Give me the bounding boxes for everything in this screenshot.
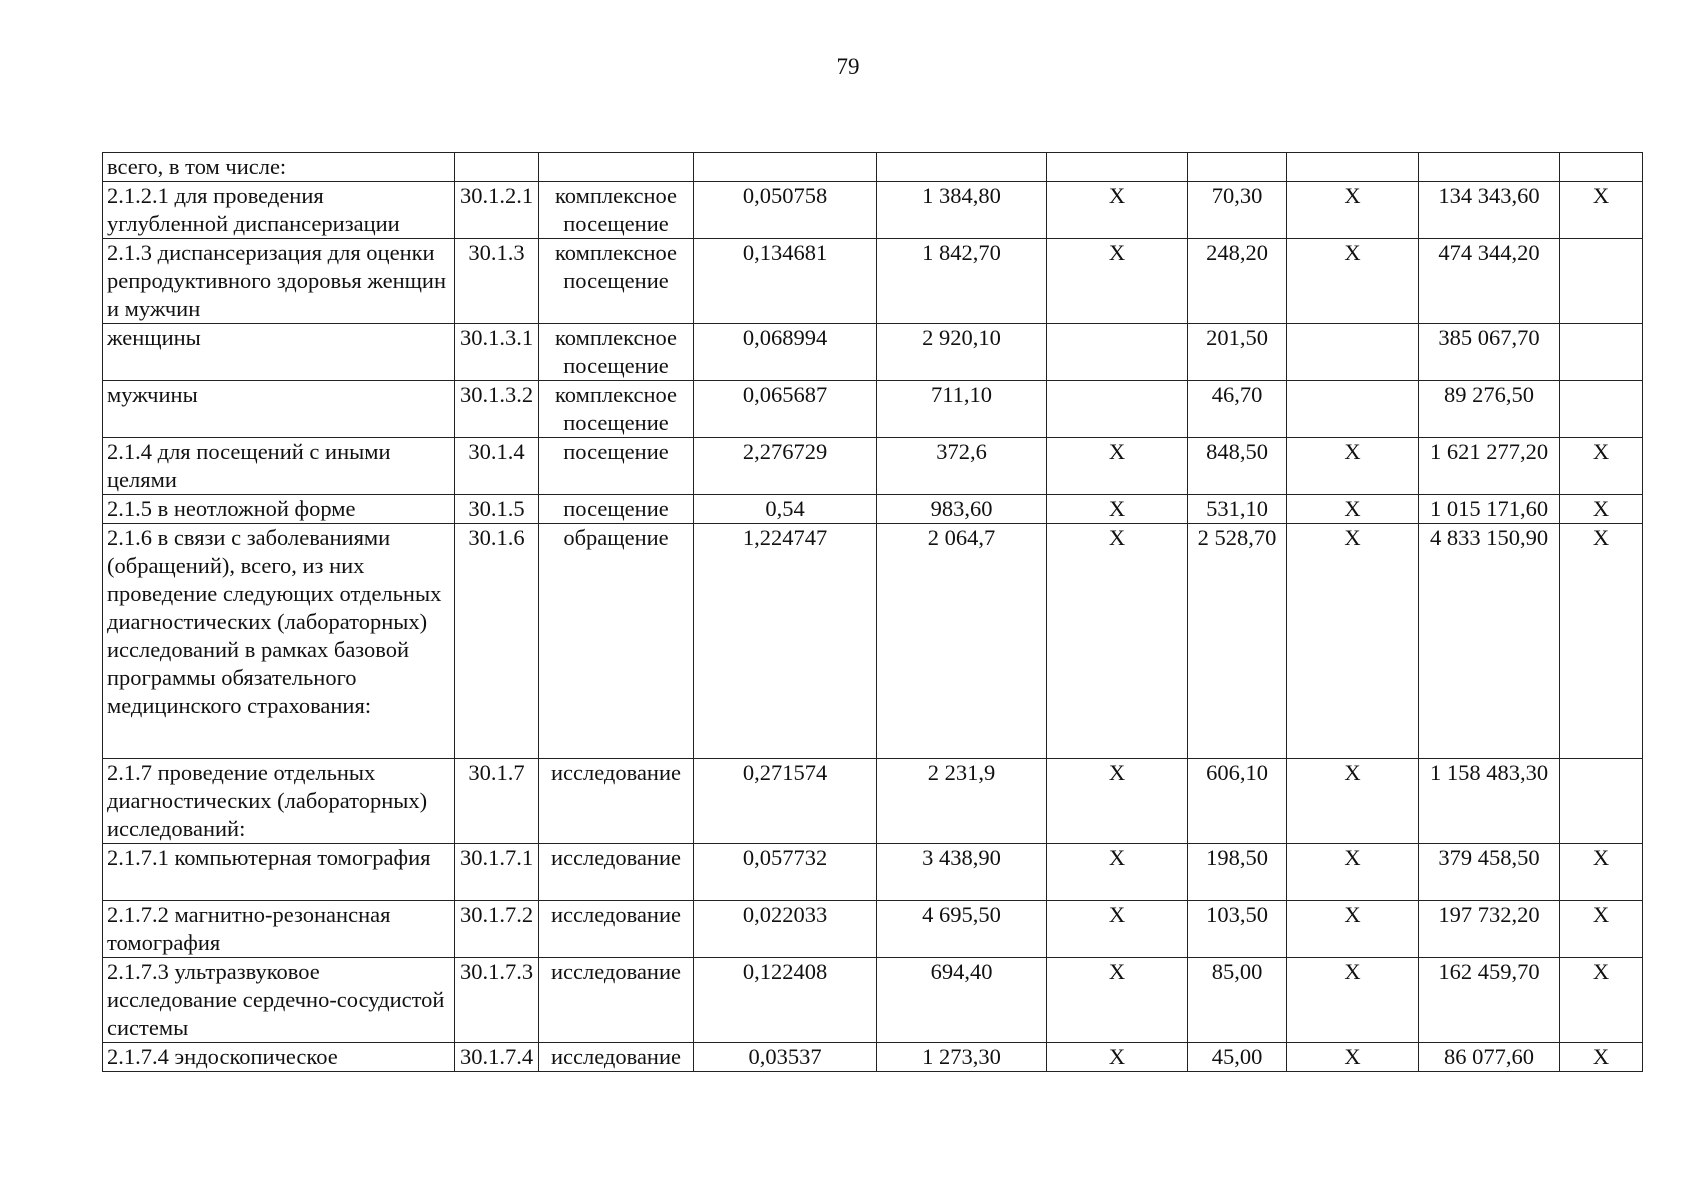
row-name-cell: 2.1.7.3 ультразвуковое исследование сердечно-сосудистой системы [103,958,455,1043]
x-cell: X [1047,495,1188,524]
cost-cell: 983,60 [877,495,1047,524]
x-cell: X [1047,759,1188,844]
norm-cell: 0,134681 [694,239,877,324]
row-name-cell: 2.1.6 в связи с заболеваниями (обращений), всего, из них проведение следующих отдельных диагностических (лабораторных) исследований в рамках базовой программы обязательного медицинского страхования: [103,524,455,759]
x-cell [1560,153,1643,182]
unit-cell: исследование [539,958,694,1043]
unit-cell: посещение [539,495,694,524]
x-cell: X [1047,901,1188,958]
norm-cell: 0,03537 [694,1043,877,1072]
row-name-cell: 2.1.7.4 эндоскопическое [103,1043,455,1072]
table-row [103,438,1643,495]
row-name-cell: мужчины [103,381,455,438]
norm-cell: 0,068994 [694,324,877,381]
norm-cell: 0,050758 [694,182,877,239]
x-cell: X [1287,495,1419,524]
value-cell: 46,70 [1188,381,1287,438]
x-cell: X [1287,182,1419,239]
unit-cell: исследование [539,844,694,901]
x-cell: X [1560,438,1643,495]
x-cell: X [1560,495,1643,524]
table-body [103,153,1643,1072]
cost-cell: 694,40 [877,958,1047,1043]
x-cell [1047,153,1188,182]
total-cell: 379 458,50 [1419,844,1560,901]
value-cell [1188,153,1287,182]
unit-cell: комплексное посещение [539,239,694,324]
cost-cell: 1 384,80 [877,182,1047,239]
total-cell: 197 732,20 [1419,901,1560,958]
x-cell: X [1287,438,1419,495]
table-row [103,958,1643,1043]
value-cell: 848,50 [1188,438,1287,495]
code-cell: 30.1.7.3 [455,958,539,1043]
value-cell: 45,00 [1188,1043,1287,1072]
unit-cell: исследование [539,759,694,844]
unit-cell: комплексное посещение [539,381,694,438]
total-cell: 134 343,60 [1419,182,1560,239]
norm-cell [694,153,877,182]
x-cell: X [1047,182,1188,239]
total-cell: 89 276,50 [1419,381,1560,438]
value-cell: 198,50 [1188,844,1287,901]
code-cell: 30.1.7.1 [455,844,539,901]
value-cell: 531,10 [1188,495,1287,524]
total-cell: 474 344,20 [1419,239,1560,324]
x-cell: X [1287,759,1419,844]
total-cell: 4 833 150,90 [1419,524,1560,759]
code-cell: 30.1.3 [455,239,539,324]
x-cell: X [1560,844,1643,901]
code-cell: 30.1.7.2 [455,901,539,958]
total-cell: 1 015 171,60 [1419,495,1560,524]
cost-cell: 1 842,70 [877,239,1047,324]
x-cell: X [1287,524,1419,759]
unit-cell: исследование [539,1043,694,1072]
table-row [103,495,1643,524]
norm-cell: 0,065687 [694,381,877,438]
x-cell: X [1047,958,1188,1043]
cost-cell [877,153,1047,182]
norm-cell: 2,276729 [694,438,877,495]
value-cell: 70,30 [1188,182,1287,239]
x-cell: X [1560,182,1643,239]
value-cell: 606,10 [1188,759,1287,844]
row-name-cell: 2.1.2.1 для проведения углубленной диспансеризации [103,182,455,239]
unit-cell: комплексное посещение [539,324,694,381]
value-cell: 248,20 [1188,239,1287,324]
x-cell: X [1047,438,1188,495]
code-cell: 30.1.5 [455,495,539,524]
x-cell [1560,239,1643,324]
x-cell: X [1287,844,1419,901]
value-cell: 103,50 [1188,901,1287,958]
row-name-cell: 2.1.5 в неотложной форме [103,495,455,524]
value-cell: 201,50 [1188,324,1287,381]
x-cell: X [1047,1043,1188,1072]
x-cell: X [1560,524,1643,759]
code-cell: 30.1.7.4 [455,1043,539,1072]
row-name-cell: 2.1.7 проведение отдельных диагностических (лабораторных) исследований: [103,759,455,844]
x-cell: X [1047,239,1188,324]
cost-cell: 2 064,7 [877,524,1047,759]
code-cell: 30.1.3.2 [455,381,539,438]
table-row [103,901,1643,958]
value-cell: 85,00 [1188,958,1287,1043]
unit-cell: обращение [539,524,694,759]
total-cell: 385 067,70 [1419,324,1560,381]
x-cell [1287,153,1419,182]
x-cell [1047,381,1188,438]
x-cell [1047,324,1188,381]
unit-cell [539,153,694,182]
code-cell: 30.1.4 [455,438,539,495]
norm-cell: 0,057732 [694,844,877,901]
row-name-cell: 2.1.3 диспансеризация для оценки репродуктивного здоровья женщин и мужчин [103,239,455,324]
cost-cell: 372,6 [877,438,1047,495]
x-cell [1287,324,1419,381]
table-row [103,324,1643,381]
norm-cell: 0,022033 [694,901,877,958]
cost-cell: 1 273,30 [877,1043,1047,1072]
code-cell: 30.1.3.1 [455,324,539,381]
table-row [103,844,1643,901]
code-cell: 30.1.2.1 [455,182,539,239]
x-cell [1287,381,1419,438]
norm-cell: 0,54 [694,495,877,524]
total-cell: 162 459,70 [1419,958,1560,1043]
tariff-table [102,152,1643,1072]
x-cell: X [1047,524,1188,759]
norm-cell: 0,271574 [694,759,877,844]
cost-cell: 711,10 [877,381,1047,438]
table-row [103,182,1643,239]
unit-cell: исследование [539,901,694,958]
total-cell: 86 077,60 [1419,1043,1560,1072]
value-cell: 2 528,70 [1188,524,1287,759]
code-cell: 30.1.7 [455,759,539,844]
x-cell: X [1287,901,1419,958]
x-cell: X [1560,958,1643,1043]
x-cell: X [1047,844,1188,901]
cost-cell: 2 231,9 [877,759,1047,844]
norm-cell: 0,122408 [694,958,877,1043]
x-cell: X [1560,1043,1643,1072]
x-cell [1560,759,1643,844]
norm-cell: 1,224747 [694,524,877,759]
unit-cell: посещение [539,438,694,495]
total-cell: 1 158 483,30 [1419,759,1560,844]
table-row [103,153,1643,182]
page-number: 79 [836,54,860,79]
cost-cell: 4 695,50 [877,901,1047,958]
row-name-cell: женщины [103,324,455,381]
cost-cell: 3 438,90 [877,844,1047,901]
row-name-cell: 2.1.7.2 магнитно-резонансная томография [103,901,455,958]
table-row [103,759,1643,844]
table-row [103,1043,1643,1072]
row-name-cell: 2.1.7.1 компьютерная томография [103,844,455,901]
row-name-cell: 2.1.4 для посещений с иными целями [103,438,455,495]
x-cell: X [1560,901,1643,958]
code-cell: 30.1.6 [455,524,539,759]
x-cell [1560,381,1643,438]
table-row [103,381,1643,438]
x-cell: X [1287,1043,1419,1072]
code-cell [455,153,539,182]
total-cell [1419,153,1560,182]
unit-cell: комплексное посещение [539,182,694,239]
table-row [103,524,1643,759]
x-cell: X [1287,958,1419,1043]
table-row [103,239,1643,324]
total-cell: 1 621 277,20 [1419,438,1560,495]
x-cell: X [1287,239,1419,324]
row-name-cell: всего, в том числе: [103,153,455,182]
cost-cell: 2 920,10 [877,324,1047,381]
x-cell [1560,324,1643,381]
